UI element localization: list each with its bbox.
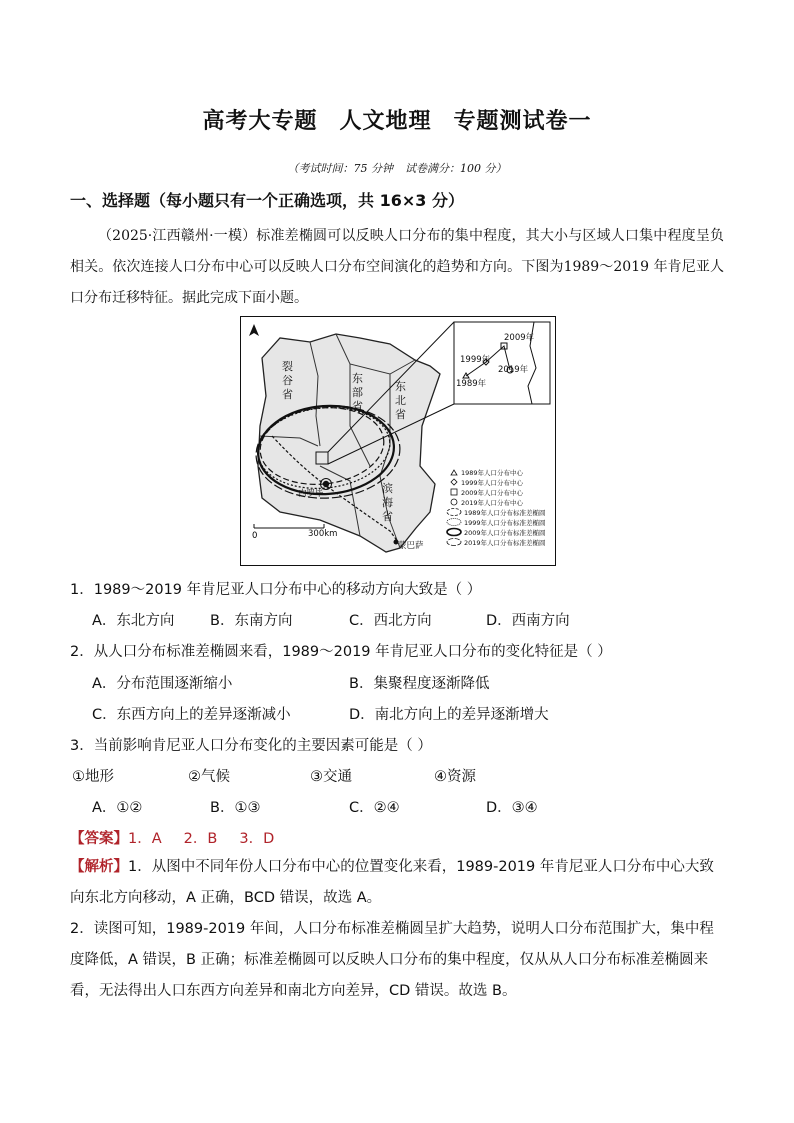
answer-block bbox=[70, 827, 274, 848]
mombasa-label: 蒙巴萨 bbox=[398, 541, 424, 551]
title-part-1: 高考大专题 bbox=[202, 109, 318, 134]
question-1-stem: 1．1989～2019 年肯尼亚人口分布中心的移动方向大致是（ ） bbox=[70, 582, 482, 598]
title-part-2: 人文地理 bbox=[339, 109, 432, 134]
legend-1989-center: 1989年人口分布中心 bbox=[461, 469, 524, 477]
exam-score: 试卷满分：100 分） bbox=[405, 162, 507, 175]
title-part-3: 专题测试卷一 bbox=[453, 109, 592, 134]
legend-1989-ellipse: 1989年人口分布标准差椭圆 bbox=[464, 509, 546, 517]
answer-2: 2．B bbox=[183, 831, 218, 847]
section-heading: 一、选择题（每小题只有一个正确选项，共 16×3 分） bbox=[70, 191, 464, 210]
coast-label-1: 滨 bbox=[382, 482, 393, 495]
northeast-label-3: 省 bbox=[395, 408, 406, 421]
kenya-map-figure bbox=[240, 316, 556, 566]
inset-map bbox=[454, 322, 550, 404]
answer-1: 1．A bbox=[128, 831, 162, 847]
question-3-stem: 3．当前影响肯尼亚人口分布变化的主要因素可能是（ ） bbox=[70, 738, 432, 754]
q2-option-a[interactable]: A．分布范围逐渐缩小 bbox=[92, 676, 233, 692]
page-title bbox=[0, 104, 794, 135]
coast-label-2: 海 bbox=[382, 496, 393, 509]
scale-label: 300km bbox=[308, 529, 338, 539]
analysis-text-1: 1．从图中不同年份人口分布中心的位置变化来看，1989-2019 年肯尼亚人口分布中心大致向东北方向移动，A 正确，BCD 错误，故选 A。 bbox=[70, 859, 714, 906]
analysis-label: 【解析】 bbox=[70, 859, 128, 875]
q3-option-a[interactable]: A．①② bbox=[92, 800, 143, 816]
nairobi-label: 内罗毕 bbox=[298, 489, 324, 499]
legend-2009-center: 2009年人口分布中心 bbox=[461, 489, 524, 497]
q3-factor-1: ①地形 bbox=[72, 769, 114, 785]
analysis-paragraph-1 bbox=[70, 852, 724, 914]
legend-2019-center: 2019年人口分布中心 bbox=[461, 499, 524, 507]
east-label-2: 部 bbox=[352, 386, 363, 399]
analysis-text-2: 2．读图可知，1989-2019 年间，人口分布标准差椭圆呈扩大趋势，说明人口分布范围扩大，集中程度降低，A 错误，B 正确；标准差椭圆可以反映人口分布的集中程度，仅从从人口分布标准差椭圆来看，无法得出人口东西方向差异和南北方向差异，CD 错误。故选 B。 bbox=[70, 921, 714, 999]
legend-2019-ellipse: 2019年人口分布标准差椭圆 bbox=[464, 539, 546, 547]
east-label-1: 东 bbox=[352, 372, 363, 385]
northeast-label-2: 北 bbox=[395, 394, 406, 407]
legend-2009-ellipse: 2009年人口分布标准差椭圆 bbox=[464, 529, 546, 537]
q2-option-b[interactable]: B．集聚程度逐渐降低 bbox=[349, 676, 490, 692]
q3-option-c[interactable]: C．②④ bbox=[349, 800, 400, 816]
inset-2019-label: 2019年 bbox=[498, 365, 529, 375]
legend-1999-ellipse: 1999年人口分布标准差椭圆 bbox=[464, 519, 546, 527]
kenya-map bbox=[240, 316, 556, 566]
legend-1999-center: 1999年人口分布中心 bbox=[461, 479, 524, 487]
intro-passage: （2025·江西赣州·一模）标准差椭圆可以反映人口分布的集中程度，其大小与区域人口集中程度呈负相关。依次连接人口分布中心可以反映人口分布空间演化的趋势和方向。下图为1989～2019 年肯尼亚人口分布迁移特征。据此完成下面小题。 bbox=[70, 228, 724, 306]
q2-option-d[interactable]: D．南北方向上的差异逐渐增大 bbox=[349, 707, 549, 723]
nairobi-marker bbox=[323, 481, 329, 487]
coast-label-3: 省 bbox=[382, 510, 393, 523]
q3-option-d[interactable]: D．③④ bbox=[486, 800, 538, 816]
inset-1999-label: 1999年 bbox=[460, 355, 491, 365]
northeast-label-1: 东 bbox=[395, 380, 406, 393]
q1-option-b[interactable]: B．东南方向 bbox=[210, 613, 293, 629]
question-2-stem: 2．从人口分布标准差椭圆来看，1989～2019 年肯尼亚人口分布的变化特征是（ ） bbox=[70, 644, 612, 660]
answer-3: 3．D bbox=[239, 831, 275, 847]
inset-1989-label: 1989年 bbox=[456, 379, 487, 389]
q1-option-c[interactable]: C．西北方向 bbox=[349, 613, 432, 629]
analysis-paragraph-2 bbox=[70, 914, 724, 1007]
answer-label: 【答案】 bbox=[70, 831, 128, 847]
rift-label-2: 谷 bbox=[282, 374, 293, 387]
svg-text:0: 0 bbox=[252, 531, 258, 541]
east-label-3: 省 bbox=[352, 400, 363, 413]
q3-factor-3: ③交通 bbox=[310, 769, 352, 785]
q2-option-c[interactable]: C．东西方向上的差异逐渐减小 bbox=[92, 707, 291, 723]
exam-info bbox=[0, 160, 794, 176]
rift-label-3: 省 bbox=[282, 388, 293, 401]
q3-option-b[interactable]: B．①③ bbox=[210, 800, 261, 816]
q3-factor-4: ④资源 bbox=[434, 769, 476, 785]
q1-option-a[interactable]: A．东北方向 bbox=[92, 613, 175, 629]
q1-option-d[interactable]: D．西南方向 bbox=[486, 613, 570, 629]
q3-factor-2: ②气候 bbox=[188, 769, 230, 785]
rift-label-1: 裂 bbox=[282, 360, 293, 373]
inset-2009-label: 2009年 bbox=[504, 333, 535, 343]
exam-time: （考试时间：75 分钟 bbox=[287, 162, 393, 175]
